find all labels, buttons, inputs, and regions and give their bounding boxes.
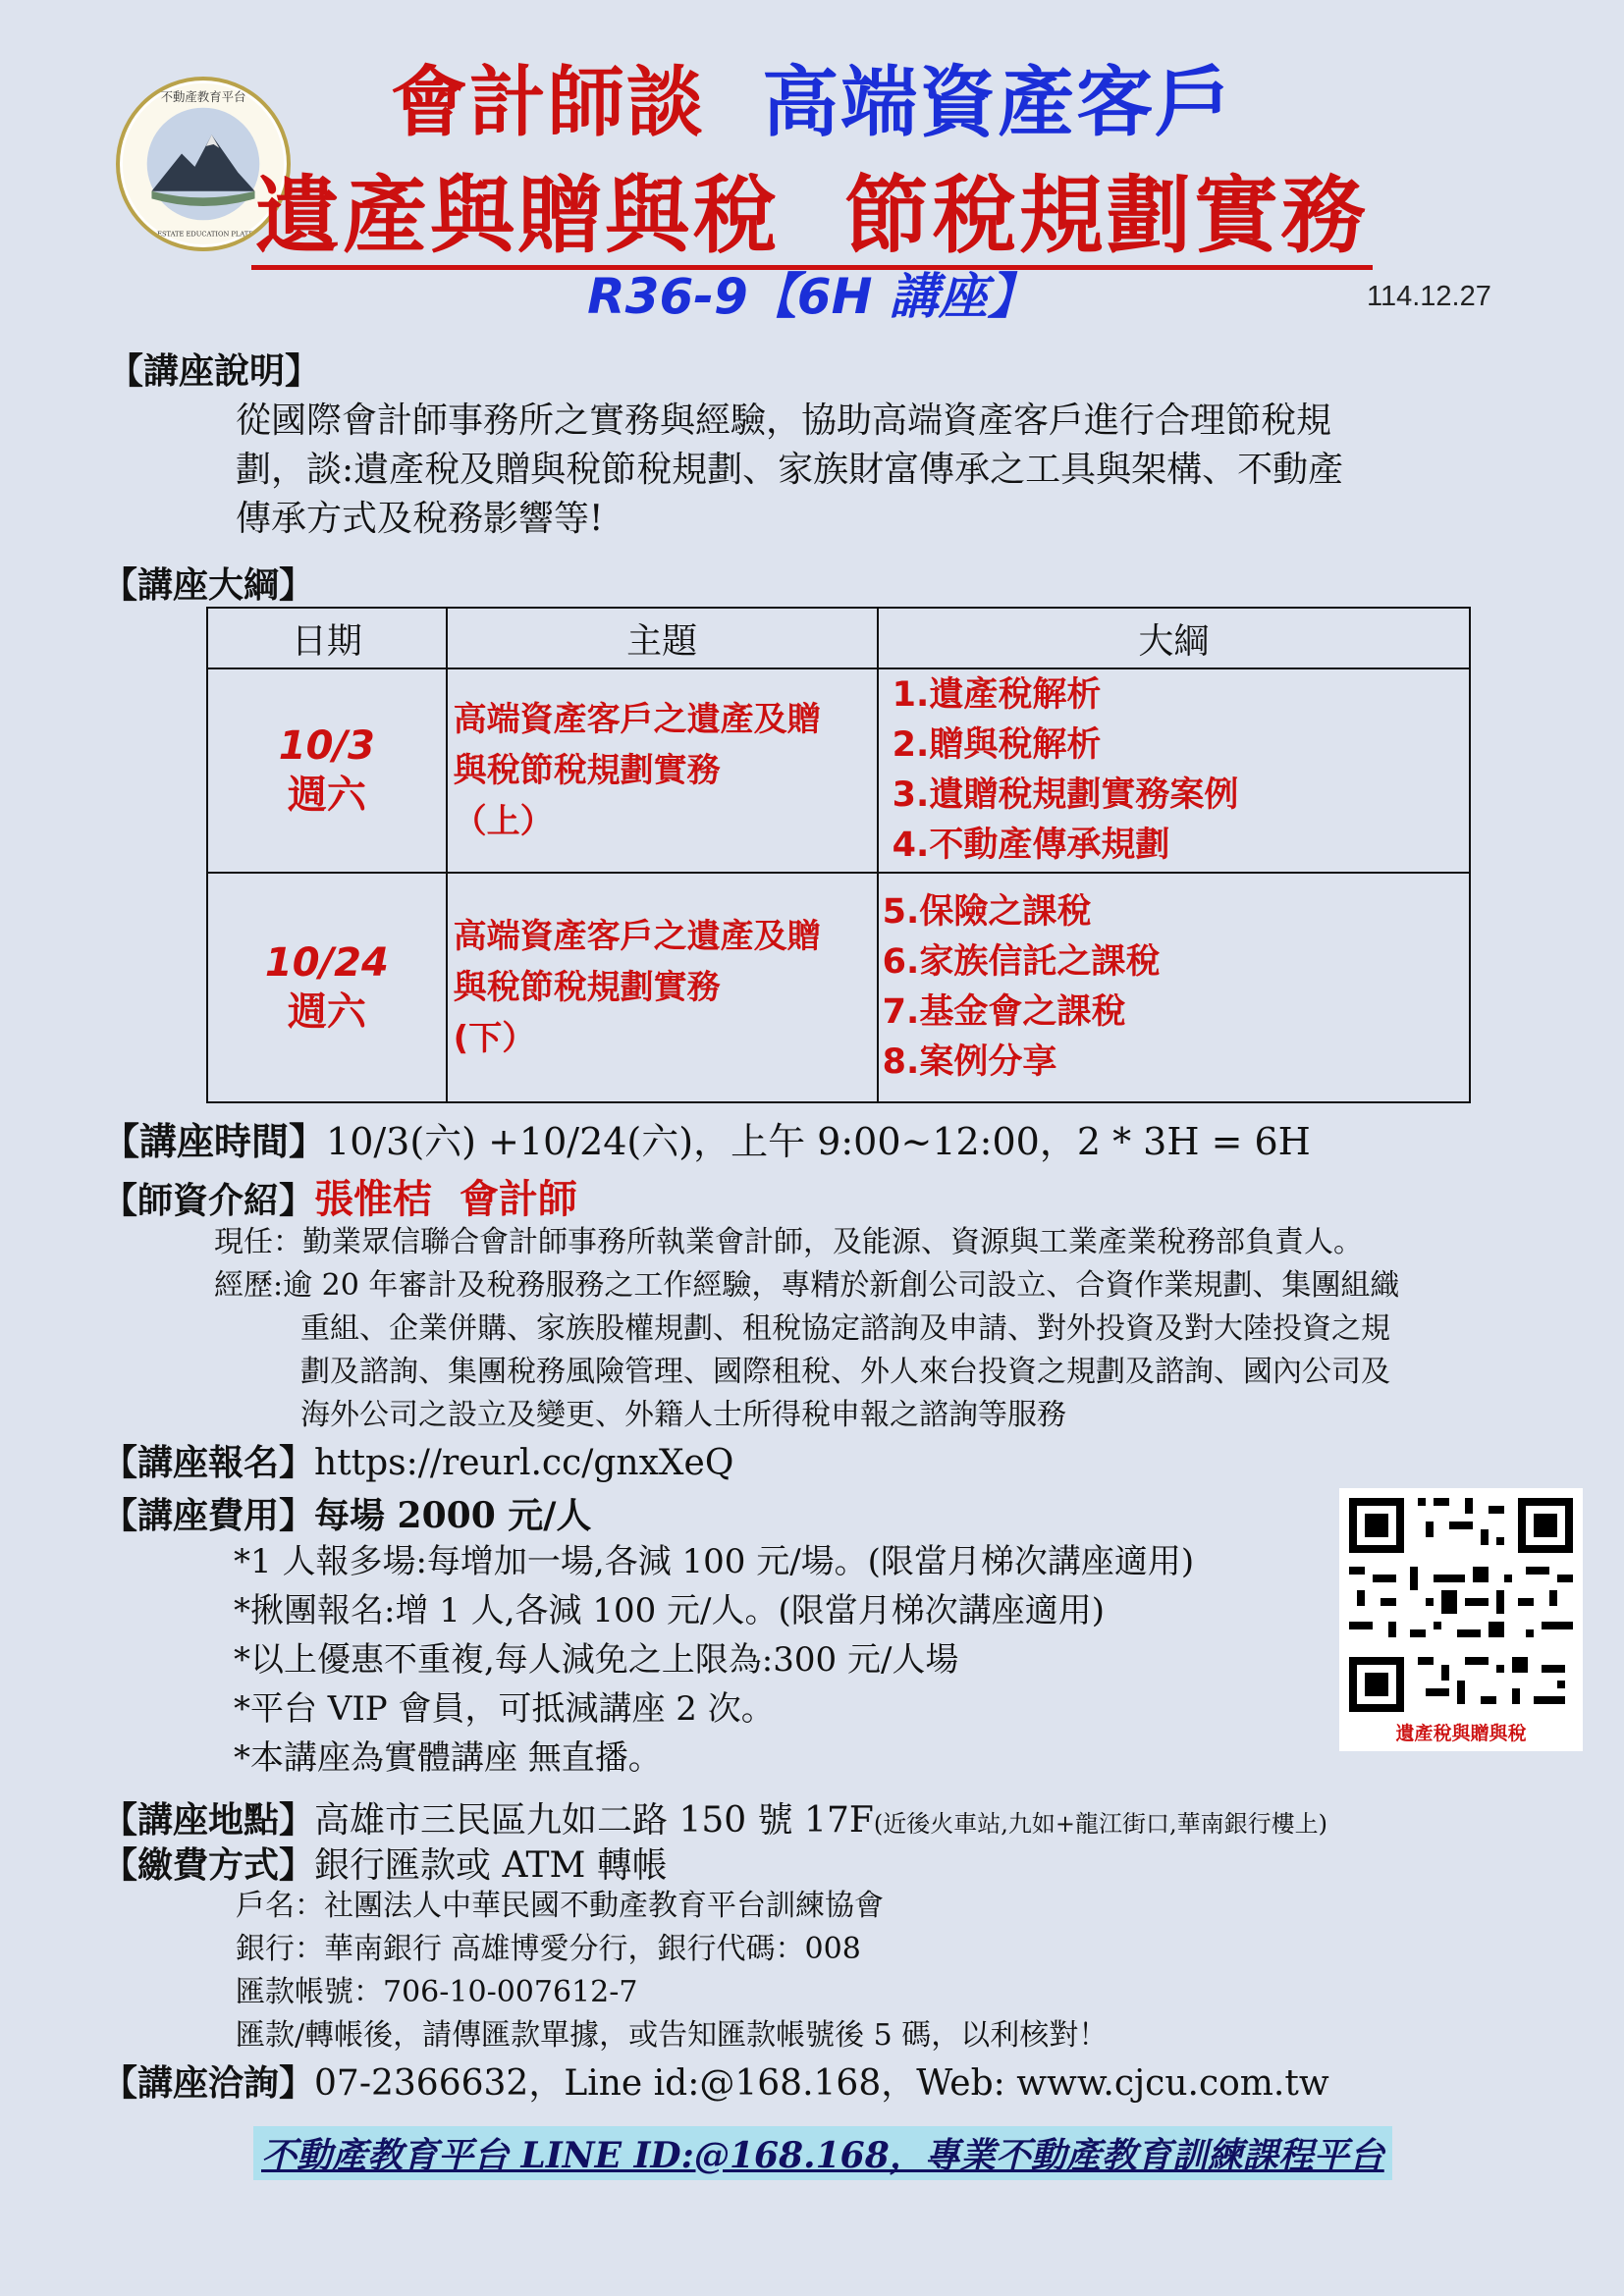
signup-label: 【講座報名】 [102, 1442, 315, 1483]
column-header: 日期 [207, 608, 447, 668]
experience-line: 經歷:逾 20 年審計及稅務服務之工作經驗，專精於新創公司設立、合資作業規劃、集團組織 [214, 1268, 1400, 1303]
topic-line: 高端資產客戶之遺產及贈 [453, 917, 821, 956]
signup-row [102, 1435, 733, 1485]
session-outline-cell [878, 668, 1470, 873]
intro-heading: 【講座說明】 [108, 350, 321, 392]
outline-item: 4.不動產傳承規劃 [892, 826, 1170, 865]
fee-label: 【講座費用】 [102, 1495, 315, 1536]
location-note: (近後火車站,九如+龍江街口,華南銀行樓上) [873, 1810, 1327, 1838]
location-label: 【講座地點】 [102, 1799, 315, 1841]
fee-note: *本講座為實體講座 無直播。 [234, 1738, 662, 1778]
fee-note: *以上優惠不重複,每人減免之上限為:300 元/人場 [234, 1640, 959, 1680]
topic-line: 與稅節稅規劃實務 [453, 751, 721, 790]
session-weekday: 週六 [287, 989, 366, 1035]
footer-banner: 不動產教育平台 LINE ID:@168.168，專業不動產教育訓練課程平台 [253, 2126, 1392, 2180]
title-line1 [0, 41, 1624, 151]
title-main: 遺產與贈與稅 節稅規劃實務 [251, 167, 1373, 270]
payment-line: 戶名：社團法人中華民國不動產教育平台訓練協會 [236, 1889, 884, 1923]
fee-note: *1 人報多場:每增加一場,各減 100 元/場。(限當月梯次講座適用) [234, 1542, 1195, 1581]
outline-item: 1.遺產稅解析 [892, 675, 1102, 715]
intro-line: 傳承方式及稅務影響等! [236, 499, 604, 539]
topic-line: 高端資產客戶之遺產及贈 [453, 700, 821, 739]
title-part2: 高端資產客戶 [762, 59, 1234, 147]
contact-value: 07-2366632，Line id:@168.168，Web: www.cjcu.com.tw [314, 2063, 1329, 2104]
location-value: 高雄市三民區九如二路 150 號 17F [314, 1800, 874, 1841]
session-topic-cell [447, 873, 878, 1102]
outline-item: 3.遺贈稅規劃實務案例 [892, 775, 1239, 815]
outline-table [206, 607, 1471, 1103]
time-value: 10/3(六) +10/24(六)，上午 9:00~12:00，2 * 3H = 6H [326, 1120, 1311, 1163]
session-date: 10/3 [278, 723, 375, 769]
time-label: 【講座時間】 [102, 1119, 327, 1163]
outline-item: 5.保險之課稅 [882, 892, 1092, 932]
topic-line: (下） [453, 1019, 536, 1058]
fee-note: *揪團報名:增 1 人,各減 100 元/人。(限當月梯次講座適用) [234, 1591, 1106, 1630]
payment-value: 銀行匯款或 ATM 轉帳 [314, 1845, 668, 1886]
contact-row [102, 2056, 1329, 2106]
fee-row [102, 1488, 591, 1538]
intro-line: 從國際會計師事務所之實務與經驗，協助高端資產客戶進行合理節稅規 [236, 400, 1332, 441]
outline-heading: 【講座大綱】 [102, 564, 315, 606]
publish-date: 114.12.27 [1367, 281, 1491, 312]
outline-item: 7.基金會之課稅 [882, 992, 1126, 1032]
svg-text:不動產教育平台: 不動產教育平台 [160, 89, 246, 105]
session-outline-cell [878, 873, 1470, 1102]
teacher-name: 張惟桔 會計師 [314, 1177, 577, 1222]
column-header: 主題 [447, 608, 878, 668]
teacher-experience [214, 1264, 1399, 1437]
teacher-current: 現任：勤業眾信聯合會計師事務所執業會計師，及能源、資源與工業產業稅務部負責人。 [214, 1225, 1363, 1259]
session-topic-cell [447, 668, 878, 873]
location-row [102, 1792, 1327, 1842]
teacher-row [102, 1168, 577, 1224]
outline-item: 2.贈與稅解析 [892, 725, 1102, 765]
svg-text:REAL ESTATE EDUCATION PLATFORM: REAL ESTATE EDUCATION PLATFORM [135, 230, 271, 239]
course-code: R36-9【6H 講座】 [587, 268, 1037, 325]
session-date-cell [207, 873, 447, 1102]
experience-line: 劃及諮詢、集團稅務風險管理、國際租稅、外人來台投資之規劃及諮詢、國內公司及 [300, 1355, 1390, 1389]
outline-item: 6.家族信託之課稅 [882, 942, 1161, 982]
session-weekday: 週六 [287, 773, 366, 818]
fee-notes [234, 1537, 1194, 1783]
session-date-cell [207, 668, 447, 873]
experience-line: 海外公司之設立及變更、外籍人士所得稅申報之諮詢等服務 [300, 1398, 1066, 1432]
column-header: 大綱 [878, 608, 1470, 668]
fee-note: *平台 VIP 會員，可抵減講座 2 次。 [234, 1689, 775, 1729]
topic-line: 與稅節稅規劃實務 [453, 968, 721, 1007]
contact-label: 【講座洽詢】 [102, 2062, 315, 2104]
table-header-row [207, 608, 1470, 668]
time-row [102, 1111, 1311, 1165]
teacher-label: 【師資介紹】 [102, 1180, 315, 1221]
title-part1: 會計師談 [390, 59, 705, 147]
signup-qr-code[interactable] [1339, 1488, 1583, 1751]
experience-line: 重組、企業併購、家族股權規劃、租稅協定諮詢及申請、對外投資及對大陸投資之規 [300, 1311, 1390, 1346]
qr-caption: 遺產稅與贈與稅 [1395, 1723, 1527, 1744]
payment-line: 匯款/轉帳後，請傳匯款單據，或告知匯款帳號後 5 碼，以利核對！ [236, 2018, 1109, 2053]
signup-link[interactable]: https://reurl.cc/gnxXeQ [314, 1443, 734, 1483]
outline-item: 8.案例分享 [882, 1042, 1057, 1082]
table-row [207, 668, 1470, 873]
intro-line: 劃，談:遺產稅及贈與稅節稅規劃、家族財富傳承之工具與架構、不動產 [236, 450, 1344, 490]
qr-code-icon [1339, 1488, 1583, 1722]
payment-line: 匯款帳號：706-10-007612-7 [236, 1975, 638, 2009]
fee-value: 每場 2000 元/人 [314, 1495, 592, 1536]
payment-line: 銀行：華南銀行 高雄博愛分行，銀行代碼：008 [236, 1932, 861, 1966]
session-date: 10/24 [264, 940, 389, 986]
topic-line: （上） [453, 802, 554, 841]
intro-text [236, 397, 1343, 544]
payment-label: 【繳費方式】 [102, 1844, 315, 1886]
payment-row [102, 1838, 668, 1888]
payment-details [236, 1885, 1108, 2057]
title-line2 [0, 147, 1624, 269]
table-row [207, 873, 1470, 1102]
